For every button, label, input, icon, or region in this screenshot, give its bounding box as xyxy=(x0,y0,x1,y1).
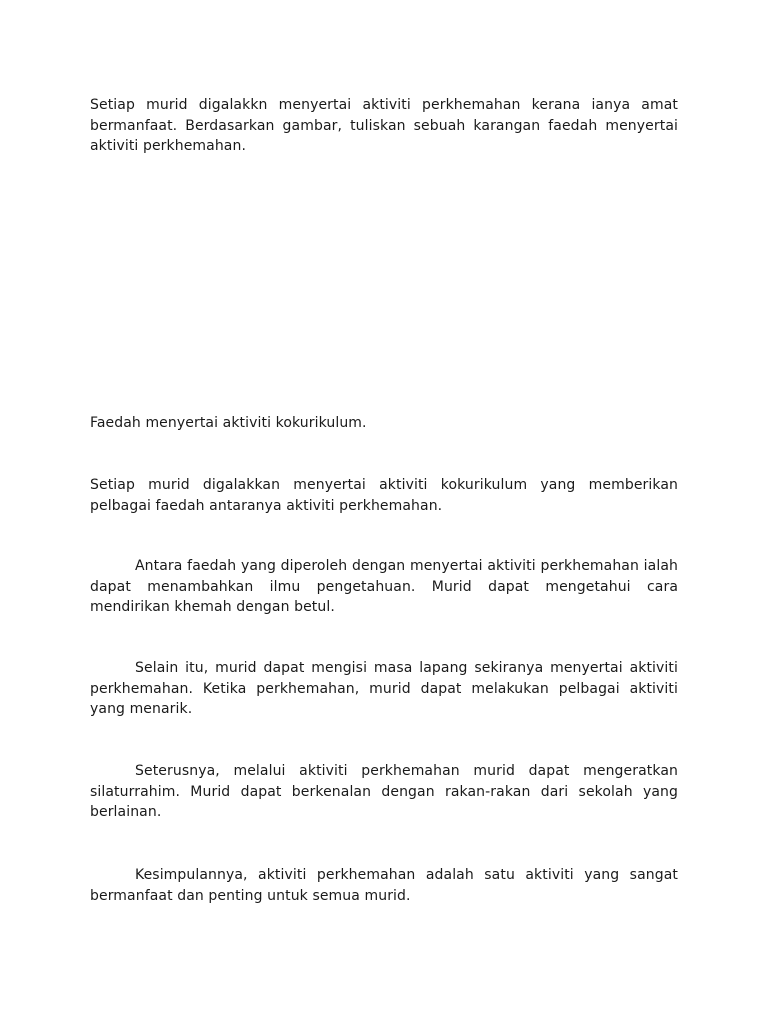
essay-paragraph-intro: Setiap murid digalakkan menyertai aktiviti kokurikulum yang memberikan pelbagai faedah antaranya aktiviti perkhemahan. xyxy=(90,477,678,514)
essay-title: Faedah menyertai aktiviti kokurikulum. xyxy=(90,415,367,431)
essay-paragraph-conclusion: Kesimpulannya, aktiviti perkhemahan adalah satu aktiviti yang sangat bermanfaat dan penting untuk semua murid. xyxy=(90,867,678,904)
essay-paragraph-point-1: Antara faedah yang diperoleh dengan menyertai aktiviti perkhemahan ialah dapat menambahkan ilmu pengetahuan. Murid dapat mengetahui cara mendirikan khemah dengan betul. xyxy=(90,558,678,615)
question-prompt: Setiap murid digalakkn menyertai aktiviti perkhemahan kerana ianya amat bermanfaat. Berdasarkan gambar, tuliskan sebuah karangan faedah menyertai aktiviti perkhemahan. xyxy=(90,97,678,154)
essay-paragraph-point-2: Selain itu, murid dapat mengisi masa lapang sekiranya menyertai aktiviti perkhemahan. Ketika perkhemahan, murid dapat melakukan pelbagai aktiviti yang menarik. xyxy=(90,660,678,717)
essay-paragraph-point-3: Seterusnya, melalui aktiviti perkhemahan murid dapat mengeratkan silaturrahim. Murid dapat berkenalan dengan rakan-rakan dari sekolah yang berlainan. xyxy=(90,763,678,820)
